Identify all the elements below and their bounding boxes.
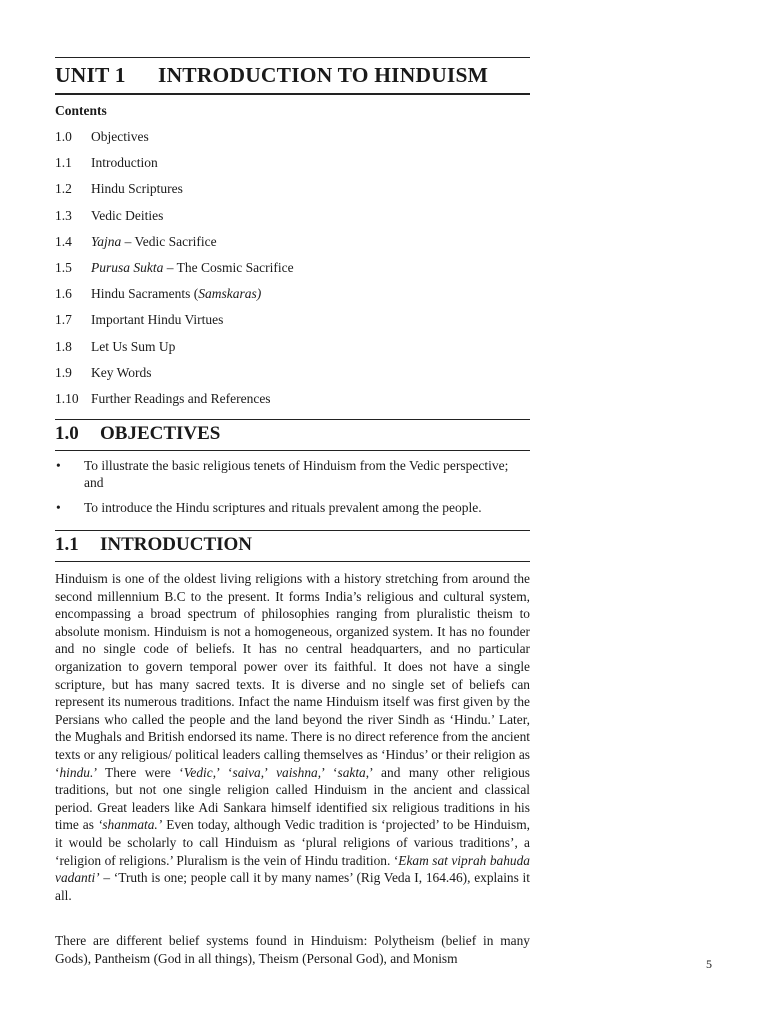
introduction-title: INTRODUCTION xyxy=(100,534,253,555)
objective-item xyxy=(55,458,530,491)
top-rule xyxy=(55,57,530,58)
text-run: Objectives xyxy=(91,129,149,144)
toc-item xyxy=(55,153,530,179)
toc-item-number: 1.10 xyxy=(55,390,79,406)
toc-item xyxy=(55,127,530,153)
toc-item-number: 1.1 xyxy=(55,155,72,171)
text-run: ’ There were ‘ xyxy=(93,764,184,780)
bullet-icon: • xyxy=(56,500,61,515)
text-run: – ‘Truth is one; people call it by many names’ (Rig Veda I, 164.46), explains it all. xyxy=(55,870,530,903)
text-run: Important Hindu Virtues xyxy=(91,312,224,328)
text-run: Hinduism is one of the oldest living religions with a history stretching from around the second millennium B.C to the present. It forms India’s religious and cultural system, encompassing a broad spectrum of philosophies ranging from pluralistic theism to absolute monism. Hinduism is not a homogeneous, organized system. It has no founder and no single code of beliefs. It has no central headquarters, and no particular organization to govern temporal power over its faithful. It does not have a single scripture, but has many sacred texts. It is diverse and no single set of beliefs can represent its numerous traditions. Infact the name Hinduism itself was first given by the Persians who called the people and the land beyond the river Sindh as ‘Hindu.’ Later, the Mughals and British endorsed its name. There is no direct reference from the ancient texts or any religious/ political leaders calling themselves as ‘Hindus’ or their religion as ‘ xyxy=(55,571,530,780)
section-rule xyxy=(55,419,530,420)
text-run: ,’ ‘ xyxy=(212,764,233,780)
toc-item xyxy=(55,363,530,389)
bullet-icon: • xyxy=(56,458,61,473)
text-run: Key Words xyxy=(91,364,152,380)
text-run: ,’ xyxy=(260,764,277,780)
text-run: Hindu Sacraments ( xyxy=(91,286,199,302)
text-run: – Vedic Sacrifice xyxy=(121,233,217,249)
toc-item xyxy=(55,179,530,205)
italic-text: Vedic xyxy=(183,764,213,780)
introduction-paragraph xyxy=(55,570,530,904)
text-run: ,’ ‘ xyxy=(317,764,338,780)
text-run: There are different belief systems found in Hinduism: Polytheism (belief in many Gods), Pantheism (God in all things), Theism (Personal God), and Monism xyxy=(55,933,530,966)
italic-text: hindu. xyxy=(59,764,94,780)
toc-item xyxy=(55,206,530,232)
toc-item-number: 1.2 xyxy=(55,181,72,197)
section-rule xyxy=(55,530,530,531)
italic-text: vaishna xyxy=(276,764,318,780)
objectives-heading xyxy=(55,423,530,445)
objective-text: To introduce the Hindu scriptures and rituals prevalent among the people. xyxy=(84,500,482,515)
toc-item-number: 1.3 xyxy=(55,207,72,223)
text-run: Vedic Deities xyxy=(91,207,164,223)
toc-item-number: 1.6 xyxy=(55,286,72,302)
introduction-heading xyxy=(55,534,530,556)
text-run: Even today, although Vedic tradition is ‘projected’ to be Hinduism, it would be scholarly to call Hinduism as ‘plural religions of various traditions’, a ‘religion of religions.’ Pluralism is the vein of Hindu tradition. ‘ xyxy=(55,817,530,868)
text-run: – The Cosmic Sacrifice xyxy=(163,259,294,275)
text-run: ,’ and many other religious traditions, but not one single religion called Hinduism in the ancient and classical period. Great leaders like Adi Sankara himself identified six religious traditions in his time as xyxy=(55,764,530,833)
unit-number: UNIT 1 xyxy=(55,63,126,87)
toc-item xyxy=(55,284,530,310)
text-run: Let Us Sum Up xyxy=(91,338,176,354)
section-rule xyxy=(55,450,530,451)
toc-item xyxy=(55,310,530,336)
italic-text: Samskaras) xyxy=(198,286,262,302)
contents-heading: Contents xyxy=(55,103,107,118)
section-rule xyxy=(55,561,530,562)
page-number: 5 xyxy=(706,957,712,971)
unit-title-rule xyxy=(55,93,530,95)
unit-title-text: INTRODUCTION TO HINDUISM xyxy=(158,63,489,87)
toc-item xyxy=(55,337,530,363)
italic-text: Yajna xyxy=(91,233,122,249)
italic-text: sakta xyxy=(337,764,366,780)
objectives-list xyxy=(55,458,530,526)
toc-item-number: 1.5 xyxy=(55,259,72,275)
italic-text: Ekam sat viprah bahuda vadanti’ xyxy=(55,852,530,886)
toc-item-number: 1.4 xyxy=(55,233,72,249)
toc-item-number: 1.8 xyxy=(55,338,72,354)
text-run: Further Readings and References xyxy=(91,390,271,406)
toc-item xyxy=(55,258,530,284)
text-run: Hindu Scriptures xyxy=(91,181,183,197)
italic-text: saiva xyxy=(232,764,261,780)
toc-item xyxy=(55,389,530,415)
unit-title xyxy=(55,63,530,88)
table-of-contents xyxy=(55,127,530,415)
text-run: Introduction xyxy=(91,155,158,171)
introduction-paragraph xyxy=(55,932,530,967)
objective-text: To illustrate the basic religious tenets of Hinduism from the Vedic perspective; and xyxy=(84,458,509,490)
italic-text: Purusa Sukta xyxy=(91,259,164,275)
objectives-number: 1.0 xyxy=(55,423,79,444)
toc-item-number: 1.9 xyxy=(55,364,72,380)
introduction-number: 1.1 xyxy=(55,534,79,555)
toc-item-number: 1.0 xyxy=(55,129,72,144)
objective-item xyxy=(55,500,530,517)
toc-item xyxy=(55,232,530,258)
toc-item-number: 1.7 xyxy=(55,312,72,328)
objectives-title: OBJECTIVES xyxy=(100,423,221,444)
italic-text: ‘shanmata.’ xyxy=(97,817,163,833)
